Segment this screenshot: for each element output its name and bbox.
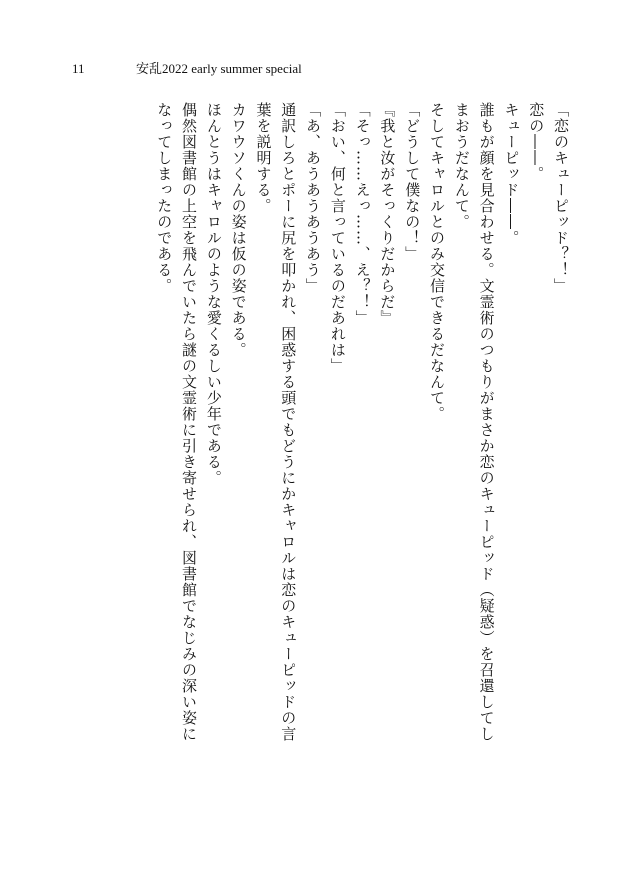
text-line: ほんとうはキャロルのような愛くるしい少年である。 — [204, 102, 223, 486]
text-line: 『我と汝がそっくりだからだ』 — [378, 102, 397, 326]
text-line: 「あ、あうあうあうあう」 — [304, 102, 323, 294]
page-number: 11 — [72, 61, 85, 76]
text-line: なってしまったのである。 — [155, 102, 174, 294]
text-line: 「恋のキューピッド？！」 — [552, 102, 570, 294]
page-header — [72, 58, 302, 77]
text-line: そしてキャロルとのみ交信できるだなんて。 — [428, 102, 447, 422]
text-line: カワウソくんの姿は仮の姿である。 — [229, 102, 248, 358]
publication-title: 安乱2022 early summer special — [136, 61, 302, 76]
text-line: 「そっ……えっ……、え？！」 — [353, 102, 372, 326]
text-line: キューピッド――。 — [502, 102, 521, 246]
text-line: 「どうして僕なの！」 — [403, 102, 422, 262]
text-line: まおうだなんて。 — [452, 102, 471, 230]
text-line: 「おい、何と言っているのだあれは」 — [328, 102, 347, 374]
text-line: 誰もが顔を見合わせる。文霊術のつもりがまさか恋のキューピッド（疑惑）を召還してし — [477, 102, 496, 742]
vertical-body-text — [151, 102, 573, 842]
text-line: 葉を説明する。 — [254, 102, 273, 214]
text-line: 通訳しろとポーに尻を叩かれ、困惑する頭でもどうにかキャロルは恋のキューピッドの言 — [279, 102, 298, 742]
text-line: 偶然図書館の上空を飛んでいたら謎の文霊術に引き寄せられ、図書館でなじみの深い姿に — [180, 102, 199, 742]
text-line: 恋の――。 — [527, 102, 546, 182]
